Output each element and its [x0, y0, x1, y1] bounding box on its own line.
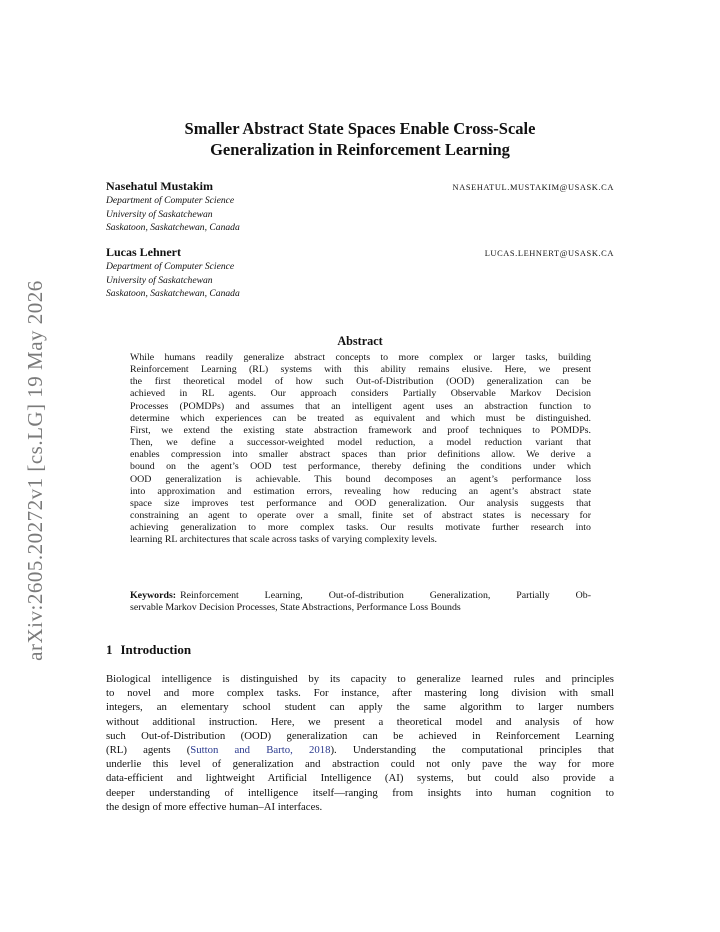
paper-title [106, 118, 614, 160]
keywords-block [130, 590, 591, 615]
section-title: Introduction [120, 642, 192, 657]
abstract-line: Processes (POMDPs) and assumes that an intelligent agent uses an abstraction function to [130, 400, 591, 412]
intro-line: Biological intelligence is distinguished by its capacity to generalize learned rules and principles [106, 673, 614, 685]
author-department: Department of Computer Science [106, 261, 235, 272]
title-line-1: Smaller Abstract State Spaces Enable Cross-Scale [184, 119, 536, 138]
abstract-line: space size improves test performance and OOD generalization. Our analysis suggests that [130, 497, 591, 509]
author-email[interactable]: NASEHATUL.MUSTAKIM@USASK.CA [452, 183, 614, 192]
author-department: Department of Computer Science [106, 195, 235, 206]
author-location: Saskatoon, Saskatchewan, Canada [106, 222, 240, 233]
abstract-line: constraining an agent to operate over a small, finite set of abstract states is necessary for [130, 510, 591, 522]
intro-line: underlie this level of generalization and abstraction could not only pave the way for more [106, 758, 614, 771]
arxiv-identifier: arXiv:2605.20272v1 [cs.LG] 19 May 2026 [22, 279, 47, 661]
abstract-line: determine which experiences can be treated as equivalent and which must be distinguished. [130, 412, 591, 424]
section-number: 1 [106, 642, 113, 657]
author-block-2 [106, 245, 614, 301]
author-name: Nasehatul Mustakim [106, 179, 214, 193]
intro-line: deeper understanding of intelligence itself—ranging from insights into human cognition to [106, 786, 614, 799]
abstract-line: First, we extend the existing state abstraction framework and proof techniques to POMDPs. [130, 424, 591, 436]
keywords-label: Keywords: [130, 590, 177, 601]
abstract-line: the first theoretical model of how such Out-of-Distribution (OOD) generalization can be [130, 376, 591, 388]
arxiv-watermark [20, 260, 50, 680]
abstract-line: into approximation and estimation errors, revealing how reducing an agent’s abstract state [130, 485, 591, 497]
intro-line-with-citation [106, 743, 614, 757]
intro-line: without additional instruction. Here, we present a theoretical model and analysis of how [106, 715, 614, 728]
intro-text: (RL) agents ( [106, 744, 191, 757]
abstract-line: bound on the agent’s OOD test performance, thereby defining the conditions under which [130, 461, 591, 473]
author-name: Lucas Lehnert [106, 245, 181, 259]
abstract-line: enables compression into smaller abstract spaces than prior definitions allow. We derive a [130, 449, 591, 461]
keywords-line-2: servable Markov Decision Processes, State Abstractions, Performance Loss Bounds [130, 602, 461, 614]
abstract-line: achieved in RL agents. Our approach considers Partially Observable Markov Decision [130, 388, 591, 400]
author-email[interactable]: LUCAS.LEHNERT@USASK.CA [484, 249, 614, 258]
intro-line: the design of more effective human–AI interfaces. [106, 800, 323, 813]
citation-link[interactable]: Sutton and Barto, 2018 [190, 744, 331, 757]
author-university: University of Saskatchewan [106, 208, 213, 220]
title-line-2: Generalization in Reinforcement Learning [210, 140, 510, 159]
keywords-line-1: Reinforcement Learning, Out-of-distribution Generalization, Partially Ob- [180, 590, 591, 601]
abstract-heading: Abstract [337, 334, 383, 348]
section-heading-introduction [106, 642, 191, 658]
intro-line: to novel and more complex tasks. For instance, after mastering long division with small [106, 687, 614, 700]
intro-line: data-efficient and lightweight Artificial Intelligence (AI) systems, but could also provide a [106, 772, 614, 785]
abstract-line: Then, we define a successor-weighted model reduction, a model reduction variant that [130, 437, 591, 449]
intro-text: ). Understanding the computational principles that [330, 744, 614, 757]
abstract-line: learning RL architectures that scale across tasks of varying complexity levels. [130, 534, 438, 546]
author-location: Saskatoon, Saskatchewan, Canada [106, 288, 240, 299]
abstract-line: OOD generalization is achievable. This bound decomposes an agent’s performance loss [130, 473, 591, 485]
intro-line: such Out-of-Distribution (OOD) generalization can be achieved in Reinforcement Learning [106, 729, 614, 742]
author-block-1 [106, 179, 614, 235]
abstract-line: Reinforcement Learning (RL) systems with this ability remains elusive. Here, we present [130, 364, 591, 376]
abstract-body [130, 352, 591, 547]
intro-line: integers, an elementary school student can apply the same algorithm to larger numbers [106, 701, 614, 714]
author-university: University of Saskatchewan [106, 274, 213, 286]
abstract-line: achieving generalization to more complex tasks. Our results motivate further research into [130, 522, 591, 534]
introduction-paragraph [106, 672, 614, 814]
abstract-line: While humans readily generalize abstract concepts to more complex or larger tasks, building [130, 352, 591, 363]
